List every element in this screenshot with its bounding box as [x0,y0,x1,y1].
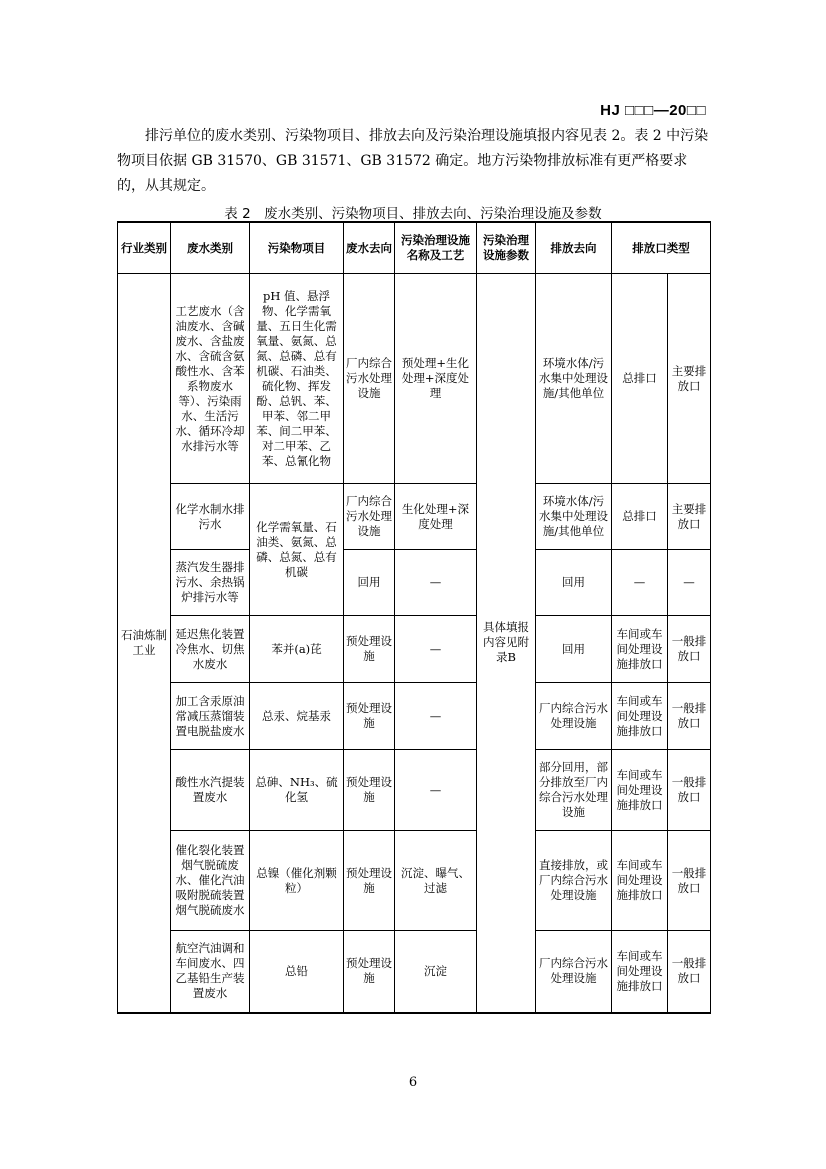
outlet-cell: 车间或车间处理设施排放口 [612,616,668,683]
destination-cell: 预处理设施 [344,831,395,931]
pollutants-cell: 总镍（催化剂颗粒） [250,831,344,931]
header-destination: 废水去向 [344,222,395,274]
destination-cell: 预处理设施 [344,750,395,831]
treatment-cell: — [395,750,477,831]
destination-cell: 预处理设施 [344,683,395,750]
treatment-cell: 沉淀、曝气、过滤 [395,831,477,931]
header-facility-params: 污染治理设施参数 [477,222,536,274]
pollutants-cell: 总砷、NH₃、硫化氢 [250,750,344,831]
outlet-type-cell: 一般排放口 [668,750,711,831]
outlet-cell: 车间或车间处理设施排放口 [612,750,668,831]
discharge-cell: 环境水体/污水集中处理设施/其他单位 [536,274,612,484]
page-number: 6 [408,1075,418,1090]
table-row [118,550,711,616]
wastewater-cell: 航空汽油调和车间废水、四乙基铅生产装置废水 [171,931,250,1013]
outlet-type-cell: 一般排放口 [668,683,711,750]
discharge-cell: 直接排放，或厂内综合污水处理设施 [536,831,612,931]
outlet-type-cell: 主要排放口 [668,274,711,484]
treatment-cell: 预处理+生化处理+深度处理 [395,274,477,484]
industry-cell: 石油炼制工业 [118,274,171,1013]
outlet-cell: 总排口 [612,484,668,550]
treatment-cell: 生化处理+深度处理 [395,484,477,550]
treatment-cell: — [395,550,477,616]
treatment-cell: — [395,616,477,683]
destination-cell: 厂内综合污水处理设施 [344,274,395,484]
table-caption: 表 2 废水类别、污染物项目、排放去向、污染治理设施及参数 [224,206,602,222]
table-row [118,616,711,683]
destination-cell: 回用 [344,550,395,616]
discharge-cell: 回用 [536,616,612,683]
table-row [118,683,711,750]
discharge-cell: 厂内综合污水处理设施 [536,931,612,1013]
table-header-row [118,222,711,274]
discharge-cell: 厂内综合污水处理设施 [536,683,612,750]
discharge-cell: 环境水体/污水集中处理设施/其他单位 [536,484,612,550]
outlet-type-cell: 一般排放口 [668,831,711,931]
outlet-type-cell: 主要排放口 [668,484,711,550]
pollutants-cell: 化学需氧量、石油类、氨氮、总磷、总氮、总有机碳 [250,484,344,616]
pollutants-cell: 总铅 [250,931,344,1013]
wastewater-cell: 加工含汞原油常减压蒸馏装置电脱盐废水 [171,683,250,750]
outlet-type-cell: 一般排放口 [668,931,711,1013]
wastewater-cell: 催化裂化装置烟气脱硫废水、催化汽油吸附脱硫装置烟气脱硫废水 [171,831,250,931]
header-discharge: 排放去向 [536,222,612,274]
header-wastewater: 废水类别 [171,222,250,274]
outlet-type-cell: 一般排放口 [668,616,711,683]
outlet-cell: 车间或车间处理设施排放口 [612,831,668,931]
wastewater-cell: 蒸汽发生器排污水、余热锅炉排污水等 [171,550,250,616]
header-pollutants: 污染物项目 [250,222,344,274]
pollutants-cell: pH 值、悬浮物、化学需氧量、五日生化需氧量、氨氮、总氮、总磷、总有机碳、石油类、硫化物、挥发酚、总钒、苯、甲苯、邻二甲苯、间二甲苯、对二甲苯、乙苯、总氰化物 [250,274,344,484]
pollutants-cell: 总汞、烷基汞 [250,683,344,750]
outlet-type-cell: — [668,550,711,616]
intro-paragraph: 排污单位的废水类别、污染物项目、排放去向及污染治理设施填报内容见表 2。表 2 中污染物项目依据 GB 31570、GB 31571、GB 31572 确定。地方污染物排放标准有更严格要求的，从其规定。 [117,128,709,194]
facility-params-cell: 具体填报内容见附录B [477,274,536,1013]
wastewater-cell: 化学水制水排污水 [171,484,250,550]
outlet-cell: 总排口 [612,274,668,484]
outlet-cell: 车间或车间处理设施排放口 [612,683,668,750]
standard-code: HJ □□□—20□□ [600,102,706,119]
table-row [118,831,711,931]
outlet-cell: — [612,550,668,616]
outlet-cell: 车间或车间处理设施排放口 [612,931,668,1013]
table-row [118,931,711,1013]
treatment-cell: 沉淀 [395,931,477,1013]
wastewater-table [117,221,711,1014]
wastewater-cell: 酸性水汽提装置废水 [171,750,250,831]
wastewater-cell: 工艺废水（含油废水、含碱废水、含盐废水、含硫含氨酸性水、含苯系物废水等）、污染雨水、生活污水、循环冷却水排污水等 [171,274,250,484]
discharge-cell: 部分回用，部分排放至厂内综合污水处理设施 [536,750,612,831]
destination-cell: 预处理设施 [344,931,395,1013]
table-row [118,274,711,484]
header-outlet-type: 排放口类型 [612,222,711,274]
wastewater-cell: 延迟焦化装置冷焦水、切焦水废水 [171,616,250,683]
table-row [118,750,711,831]
header-treatment: 污染治理设施名称及工艺 [395,222,477,274]
discharge-cell: 回用 [536,550,612,616]
intro-text [117,124,709,199]
treatment-cell: — [395,683,477,750]
header-industry: 行业类别 [118,222,171,274]
pollutants-cell: 苯并(a)芘 [250,616,344,683]
destination-cell: 预处理设施 [344,616,395,683]
table-row [118,484,711,550]
destination-cell: 厂内综合污水处理设施 [344,484,395,550]
